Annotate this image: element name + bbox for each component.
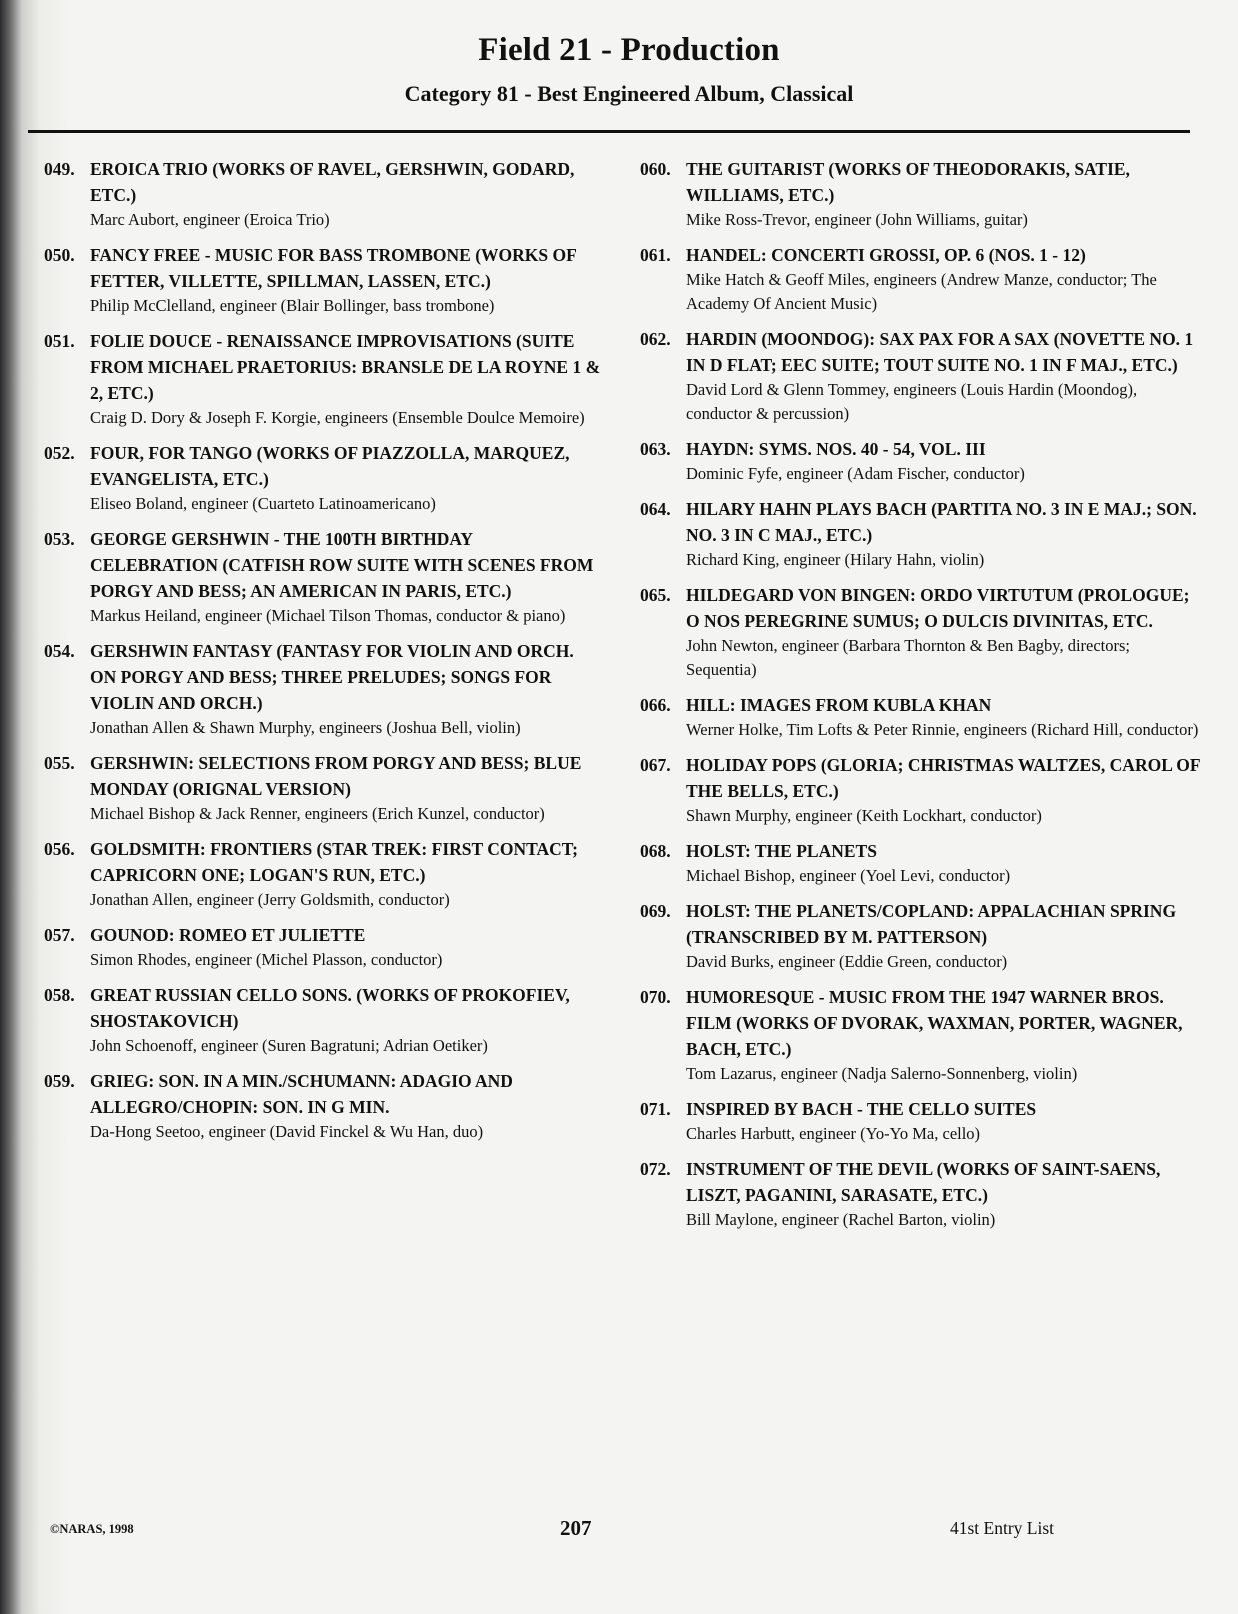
entry-number: 049. bbox=[44, 159, 75, 179]
entry-body bbox=[686, 326, 1200, 426]
entry-title: GREAT RUSSIAN CELLO SONS. (WORKS OF PROKOFIEV, SHOSTAKOVICH) bbox=[90, 985, 570, 1031]
entry-credit: Markus Heiland, engineer (Michael Tilson Thomas, conductor & piano) bbox=[90, 606, 566, 625]
copyright-notice: ©NARAS, 1998 bbox=[50, 1522, 134, 1536]
entry-body bbox=[686, 898, 1200, 974]
entry-number: 055. bbox=[44, 753, 75, 773]
entry-number: 057. bbox=[44, 925, 75, 945]
entry-item bbox=[640, 436, 1200, 486]
entry-credit: Eliseo Boland, engineer (Cuarteto Latinoamericano) bbox=[90, 494, 436, 513]
entry-item bbox=[640, 692, 1200, 742]
entry-item bbox=[44, 922, 604, 972]
entry-number: 052. bbox=[44, 443, 75, 463]
entry-title: FOLIE DOUCE - RENAISSANCE IMPROVISATIONS (SUITE FROM MICHAEL PRAETORIUS: BRANSLE DE LA ROYNE 1 & 2, ETC.) bbox=[90, 331, 601, 403]
entry-credit: Mike Ross-Trevor, engineer (John Williams, guitar) bbox=[686, 210, 1028, 229]
entry-credit: Da-Hong Seetoo, engineer (David Finckel & Wu Han, duo) bbox=[90, 1122, 484, 1141]
entry-item bbox=[44, 638, 604, 740]
entry-item bbox=[640, 838, 1200, 888]
entry-number: 061. bbox=[640, 245, 671, 265]
entry-body bbox=[90, 526, 604, 628]
entry-item bbox=[44, 836, 604, 912]
entry-number: 059. bbox=[44, 1071, 75, 1091]
entry-credit: Marc Aubort, engineer (Eroica Trio) bbox=[90, 210, 330, 229]
entry-number: 051. bbox=[44, 331, 75, 351]
entry-title: GERSHWIN FANTASY (FANTASY FOR VIOLIN AND ORCH. ON PORGY AND BESS; THREE PRELUDES; SONGS FOR VIOLIN AND ORCH.) bbox=[90, 641, 574, 713]
entry-body bbox=[90, 922, 604, 972]
entry-number: 060. bbox=[640, 159, 671, 179]
entry-credit: Bill Maylone, engineer (Rachel Barton, violin) bbox=[686, 1210, 996, 1229]
entry-title: HAYDN: SYMS. NOS. 40 - 54, VOL. III bbox=[686, 439, 986, 459]
entry-number: 056. bbox=[44, 839, 75, 859]
entry-item bbox=[44, 526, 604, 628]
entry-item bbox=[640, 156, 1200, 232]
entry-body bbox=[686, 1156, 1200, 1232]
entry-number: 054. bbox=[44, 641, 75, 661]
entry-item bbox=[640, 984, 1200, 1086]
entry-title: HOLST: THE PLANETS/COPLAND: APPALACHIAN SPRING (TRANSCRIBED BY M. PATTERSON) bbox=[686, 901, 1177, 947]
entry-credit: John Schoenoff, engineer (Suren Bagratuni; Adrian Oetiker) bbox=[90, 1036, 488, 1055]
entry-body bbox=[90, 638, 604, 740]
entry-item bbox=[44, 328, 604, 430]
entry-credit: Shawn Murphy, engineer (Keith Lockhart, conductor) bbox=[686, 806, 1042, 825]
entry-credit: Tom Lazarus, engineer (Nadja Salerno-Sonnenberg, violin) bbox=[686, 1064, 1078, 1083]
entry-title: EROICA TRIO (WORKS OF RAVEL, GERSHWIN, GODARD, ETC.) bbox=[90, 159, 575, 205]
entry-title: HILL: IMAGES FROM KUBLA KHAN bbox=[686, 695, 992, 715]
entry-body bbox=[686, 1096, 1200, 1146]
left-column bbox=[44, 156, 604, 1154]
entry-item bbox=[640, 1096, 1200, 1146]
page-footer bbox=[0, 1516, 1238, 1546]
entry-body bbox=[90, 982, 604, 1058]
entry-title: GERSHWIN: SELECTIONS FROM PORGY AND BESS; BLUE MONDAY (ORIGNAL VERSION) bbox=[90, 753, 582, 799]
entry-credit: Craig D. Dory & Joseph F. Korgie, engineers (Ensemble Doulce Memoire) bbox=[90, 408, 585, 427]
entry-number: 072. bbox=[640, 1159, 671, 1179]
entry-item bbox=[640, 582, 1200, 682]
entry-item bbox=[44, 750, 604, 826]
entry-body bbox=[686, 436, 1200, 486]
entry-body bbox=[686, 692, 1200, 742]
entry-credit: Charles Harbutt, engineer (Yo-Yo Ma, cello) bbox=[686, 1124, 981, 1143]
entry-item bbox=[640, 326, 1200, 426]
entry-item bbox=[640, 752, 1200, 828]
entry-body bbox=[90, 1068, 604, 1144]
category-subtitle: Category 81 - Best Engineered Album, Classical bbox=[404, 81, 854, 106]
entry-number: 062. bbox=[640, 329, 671, 349]
entry-body bbox=[90, 156, 604, 232]
entry-body bbox=[686, 582, 1200, 682]
entry-title: GOLDSMITH: FRONTIERS (STAR TREK: FIRST CONTACT; CAPRICORN ONE; LOGAN'S RUN, ETC.) bbox=[90, 839, 578, 885]
entry-number: 063. bbox=[640, 439, 671, 459]
entry-credit: Jonathan Allen, engineer (Jerry Goldsmith, conductor) bbox=[90, 890, 450, 909]
entry-body bbox=[686, 496, 1200, 572]
page-number: 207 bbox=[560, 1516, 592, 1540]
entry-item bbox=[44, 242, 604, 318]
entry-credit: David Lord & Glenn Tommey, engineers (Louis Hardin (Moondog), conductor & percussion) bbox=[686, 380, 1138, 423]
entry-number: 053. bbox=[44, 529, 75, 549]
entry-credit: John Newton, engineer (Barbara Thornton & Ben Bagby, directors; Sequentia) bbox=[686, 636, 1131, 679]
entry-body bbox=[90, 242, 604, 318]
entry-title: HILDEGARD VON BINGEN: ORDO VIRTUTUM (PROLOGUE; O NOS PEREGRINE SUMUS; O DULCIS DIVINITAS, ETC. bbox=[686, 585, 1190, 631]
entry-item bbox=[44, 440, 604, 516]
entry-list-label: 41st Entry List bbox=[950, 1518, 1055, 1538]
entry-title: INSPIRED BY BACH - THE CELLO SUITES bbox=[686, 1099, 1037, 1119]
entry-credit: Simon Rhodes, engineer (Michel Plasson, conductor) bbox=[90, 950, 443, 969]
entry-title: THE GUITARIST (WORKS OF THEODORAKIS, SATIE, WILLIAMS, ETC.) bbox=[686, 159, 1130, 205]
entry-body bbox=[686, 984, 1200, 1086]
entry-credit: Richard King, engineer (Hilary Hahn, violin) bbox=[686, 550, 985, 569]
entry-title: HANDEL: CONCERTI GROSSI, OP. 6 (NOS. 1 - 12) bbox=[686, 245, 1086, 265]
entry-number: 068. bbox=[640, 841, 671, 861]
entry-body bbox=[90, 836, 604, 912]
entry-item bbox=[44, 156, 604, 232]
entry-credit: Dominic Fyfe, engineer (Adam Fischer, conductor) bbox=[686, 464, 1025, 483]
entry-credit: Jonathan Allen & Shawn Murphy, engineers (Joshua Bell, violin) bbox=[90, 718, 521, 737]
entry-title: HOLIDAY POPS (GLORIA; CHRISTMAS WALTZES, CAROL OF THE BELLS, ETC.) bbox=[686, 755, 1200, 801]
entry-number: 065. bbox=[640, 585, 671, 605]
entry-title: GEORGE GERSHWIN - THE 100TH BIRTHDAY CELEBRATION (CATFISH ROW SUITE WITH SCENES FROM PORGY AND BESS; AN AMERICAN IN PARIS, ETC.) bbox=[90, 529, 594, 601]
entry-title: GRIEG: SON. IN A MIN./SCHUMANN: ADAGIO AND ALLEGRO/CHOPIN: SON. IN G MIN. bbox=[90, 1071, 513, 1117]
entry-body bbox=[90, 328, 604, 430]
entry-title: HILARY HAHN PLAYS BACH (PARTITA NO. 3 IN E MAJ.; SON. NO. 3 IN C MAJ., ETC.) bbox=[686, 499, 1197, 545]
entry-body bbox=[686, 752, 1200, 828]
entry-body bbox=[686, 156, 1200, 232]
entry-item bbox=[44, 982, 604, 1058]
entry-item bbox=[640, 1156, 1200, 1232]
entry-item bbox=[640, 242, 1200, 316]
entry-body bbox=[90, 440, 604, 516]
entry-number: 050. bbox=[44, 245, 75, 265]
entry-body bbox=[90, 750, 604, 826]
header-rule bbox=[28, 130, 1190, 133]
page-header bbox=[0, 32, 1238, 107]
entry-credit: Michael Bishop, engineer (Yoel Levi, conductor) bbox=[686, 866, 1011, 885]
entry-number: 058. bbox=[44, 985, 75, 1005]
entry-number: 070. bbox=[640, 987, 671, 1007]
entry-title: FANCY FREE - MUSIC FOR BASS TROMBONE (WORKS OF FETTER, VILLETTE, SPILLMAN, LASSEN, ETC.) bbox=[90, 245, 577, 291]
entry-credit: David Burks, engineer (Eddie Green, conductor) bbox=[686, 952, 1008, 971]
entry-item bbox=[640, 496, 1200, 572]
right-column bbox=[640, 156, 1200, 1242]
entry-item bbox=[44, 1068, 604, 1144]
page-title: Field 21 - Production bbox=[478, 32, 780, 68]
entry-title: FOUR, FOR TANGO (WORKS OF PIAZZOLLA, MARQUEZ, EVANGELISTA, ETC.) bbox=[90, 443, 570, 489]
entry-number: 067. bbox=[640, 755, 671, 775]
entry-body bbox=[686, 242, 1200, 316]
entry-title: HARDIN (MOONDOG): SAX PAX FOR A SAX (NOVETTE NO. 1 IN D FLAT; EEC SUITE; TOUT SUITE NO. 1 IN F MAJ., ETC.) bbox=[686, 329, 1194, 375]
entry-credit: Philip McClelland, engineer (Blair Bollinger, bass trombone) bbox=[90, 296, 495, 315]
entry-title: HOLST: THE PLANETS bbox=[686, 841, 877, 861]
entry-number: 069. bbox=[640, 901, 671, 921]
entry-number: 066. bbox=[640, 695, 671, 715]
entry-item bbox=[640, 898, 1200, 974]
entry-number: 064. bbox=[640, 499, 671, 519]
entry-body bbox=[686, 838, 1200, 888]
entry-title: HUMORESQUE - MUSIC FROM THE 1947 WARNER BROS. FILM (WORKS OF DVORAK, WAXMAN, PORTER, WAGNER, BACH, ETC.) bbox=[686, 987, 1183, 1059]
entry-credit: Mike Hatch & Geoff Miles, engineers (Andrew Manze, conductor; The Academy Of Ancient Music) bbox=[686, 270, 1157, 313]
entry-title: GOUNOD: ROMEO ET JULIETTE bbox=[90, 925, 366, 945]
entry-number: 071. bbox=[640, 1099, 671, 1119]
entry-title: INSTRUMENT OF THE DEVIL (WORKS OF SAINT-SAENS, LISZT, PAGANINI, SARASATE, ETC.) bbox=[686, 1159, 1161, 1205]
entry-credit: Werner Holke, Tim Lofts & Peter Rinnie, engineers (Richard Hill, conductor) bbox=[686, 720, 1199, 739]
entry-credit: Michael Bishop & Jack Renner, engineers (Erich Kunzel, conductor) bbox=[90, 804, 545, 823]
